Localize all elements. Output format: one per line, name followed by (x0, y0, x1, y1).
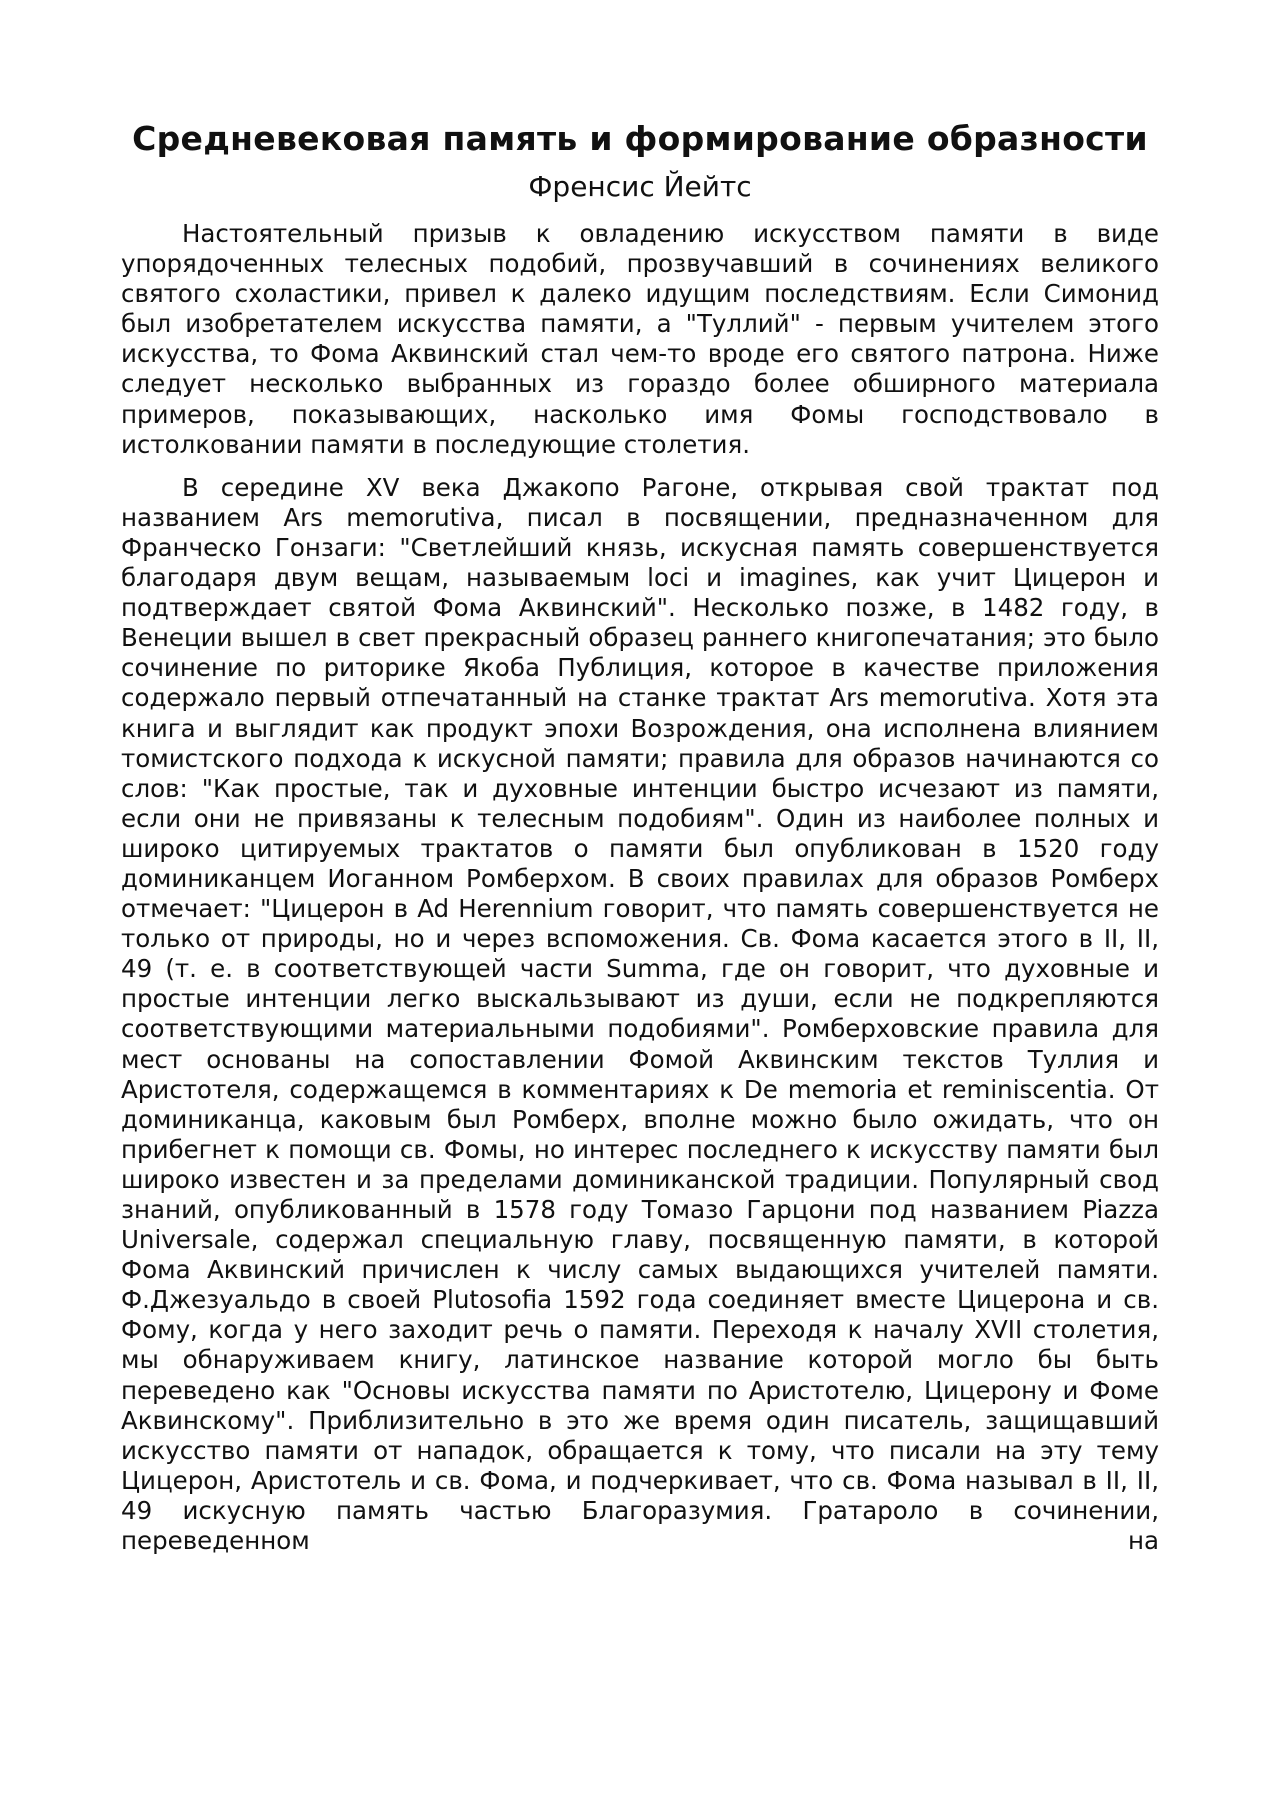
document-author: Френсис Йейтс (528, 170, 752, 203)
document-title: Средневековая память и формирование образности (132, 119, 1148, 158)
paragraph: Настоятельный призыв к овладению искусством памяти в виде упорядоченных телесных подобий, прозвучавший в сочинениях великого святого схоластики, привел к далеко идущим последствиям. Если Симонид был изобретателем искусства памяти, а "Туллий" - первым учителем этого искусства, то Фома Аквинский стал чем-то вроде его святого патрона. Ниже следует несколько выбранных из гораздо более обширного материала примеров, показывающих, насколько имя Фомы господствовало в истолковании памяти в последующие столетия. (121, 219, 1159, 459)
document-page (121, 118, 1159, 1556)
paragraph: В середине XV века Джакопо Рагоне, открывая свой трактат под названием Ars memorutiva, писал в посвящении, предназначенном для Франческо Гонзаги: "Светлейший князь, искусная память совершенствуется благодаря двум вещам, называемым loci и imagines, как учит Цицерон и подтверждает святой Фома Аквинский". Несколько позже, в 1482 году, в Венеции вышел в свет прекрасный образец раннего книгопечатания; это было сочинение по риторике Якоба Публиция, которое в качестве приложения содержало первый отпечатанный на станке трактат Ars memorutiva. Хотя эта книга и выглядит как продукт эпохи Возрождения, она исполнена влиянием томистского подхода к искусной памяти; правила для образов начинаются со слов: "Как простые, так и духовные интенции быстро исчезают из памяти, если они не привязаны к телесным подобиям". Один из наиболее полных и широко цитируемых трактатов о памяти был опубликован в 1520 году доминиканцем Иоганном Ромберхом. В своих правилах для образов Ромберх отмечает: "Цицерон в Ad Herennium говорит, что память совершенствуется не только от природы, но и через вспоможения. Св. Фома касается этого в II, II, 49 (т. е. в соответствующей части Summa, где он говорит, что духовные и простые интенции легко выскальзывают из души, если не подкрепляются соответствующими материальными подобиями". Ромберховские правила для мест основаны на сопоставлении Фомой Аквинским текстов Туллия и Аристотеля, содержащемся в комментариях к De memoria et reminiscentia. От доминиканца, каковым был Ромберх, вполне можно было ожидать, что он прибегнет к помощи св. Фомы, но интерес последнего к искусству памяти был широко известен и за пределами доминиканской традиции. Популярный свод знаний, опубликованный в 1578 году Томазо Гарцони под названием Piazza Universale, содержал специальную главу, посвященную памяти, в которой Фома Аквинский причислен к числу самых выдающихся учителей памяти. Ф.Джезуальдо в своей Plutosofia 1592 года соединяет вместе Цицерона и св. Фому, когда у него заходит речь о памяти. Переходя к началу XVII столетия, мы обнаруживаем книгу, латинское название которой могло бы быть переведено как "Основы искусства памяти по Аристотелю, Цицерону и Фоме Аквинскому". Приблизительно в это же время один писатель, защищавший искусство памяти от нападок, обращается к тому, что писали на эту тему Цицерон, Аристотель и св. Фома, и подчеркивает, что св. Фома называл в II, II, 49 искусную память частью Благоразумия. Гратароло в сочинении, переведенном на (121, 472, 1159, 1556)
